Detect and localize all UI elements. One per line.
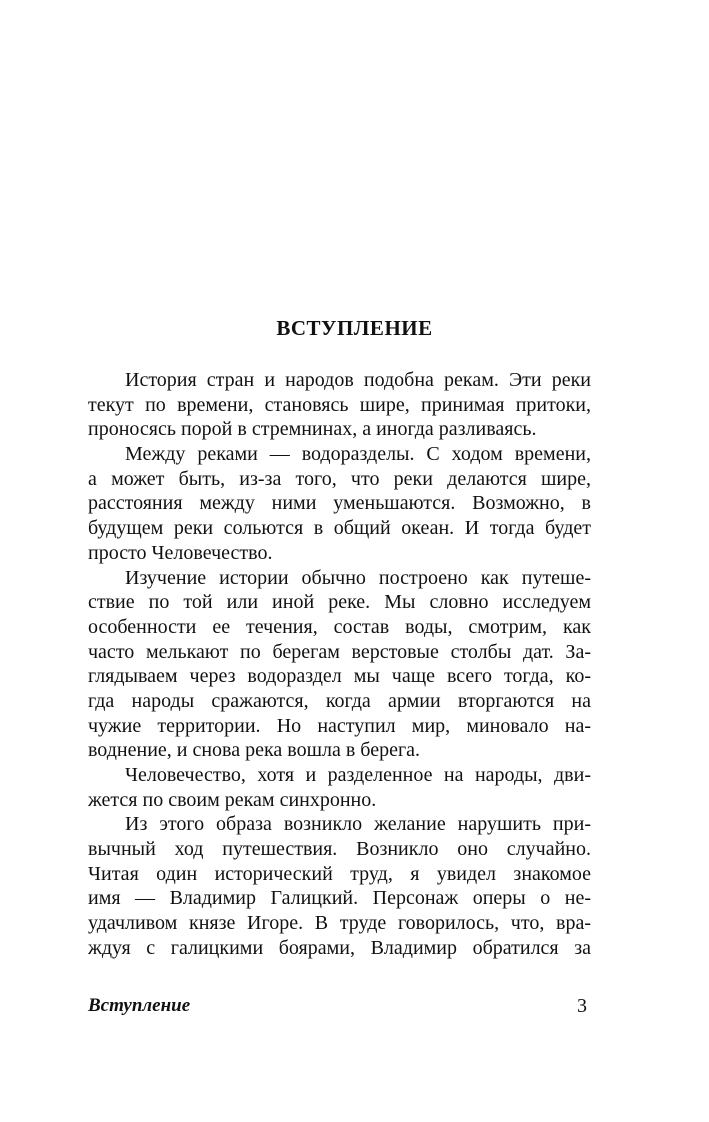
body-text (88, 368, 591, 961)
text-line: особенности ее течения, состав воды, смотрим, как (88, 615, 591, 638)
text-line: Из этого образа возникло желание нарушить при- (125, 813, 591, 836)
text-line: Читая один исторический труд, я увидел знакомое (88, 862, 591, 885)
text-line: имя — Владимир Галицкий. Персонаж оперы о не- (88, 887, 591, 910)
text-line: вычный ход путешествия. Возникло оно случайно. (88, 838, 591, 861)
text-line: Человечество, хотя и разделенное на народы, дви- (125, 764, 591, 786)
text-line: гда народы сражаются, когда армии вторгаются на (88, 689, 591, 712)
text-line: а может быть, из-за того, что реки делаются шире, (88, 467, 591, 490)
page-number: 3 (577, 995, 587, 1017)
running-footer-section: Вступление (88, 995, 191, 1016)
text-line: Изучение истории обычно построено как путеше- (125, 566, 591, 589)
text-line: расстояния между ними уменьшаются. Возможно, в (88, 492, 591, 515)
text-line: ждуя с галицкими боярами, Владимир обратился за (88, 936, 591, 959)
text-line: просто Человечество. (88, 541, 273, 564)
text-line: воднение, и снова река вошла в берега. (88, 739, 421, 762)
text-line: жется по своим рекам синхронно. (88, 788, 377, 811)
chapter-title: ВСТУПЛЕНИЕ (276, 316, 433, 340)
text-line: часто мелькают по берегам верстовые столбы дат. За- (88, 640, 591, 663)
text-line: глядываем через водораздел мы чаще всего тогда, ко- (88, 665, 591, 688)
text-line: проносясь порой в стремнинах, а иногда разливаясь. (88, 418, 537, 441)
text-line: текут по времени, становясь шире, принимая притоки, (88, 393, 591, 416)
text-line: чужие территории. Но наступил мир, миновало на- (88, 714, 591, 737)
text-line: будущем реки сольются в общий океан. И тогда будет (88, 517, 591, 540)
text-line: Между реками — водоразделы. С ходом времени, (125, 443, 591, 466)
text-line: История стран и народов подобна рекам. Эти реки (125, 369, 591, 391)
text-line: ствие по той или иной реке. Мы словно исследуем (88, 591, 591, 614)
text-line: удачливом князе Игоре. В труде говорилось, что, вра- (88, 912, 591, 935)
